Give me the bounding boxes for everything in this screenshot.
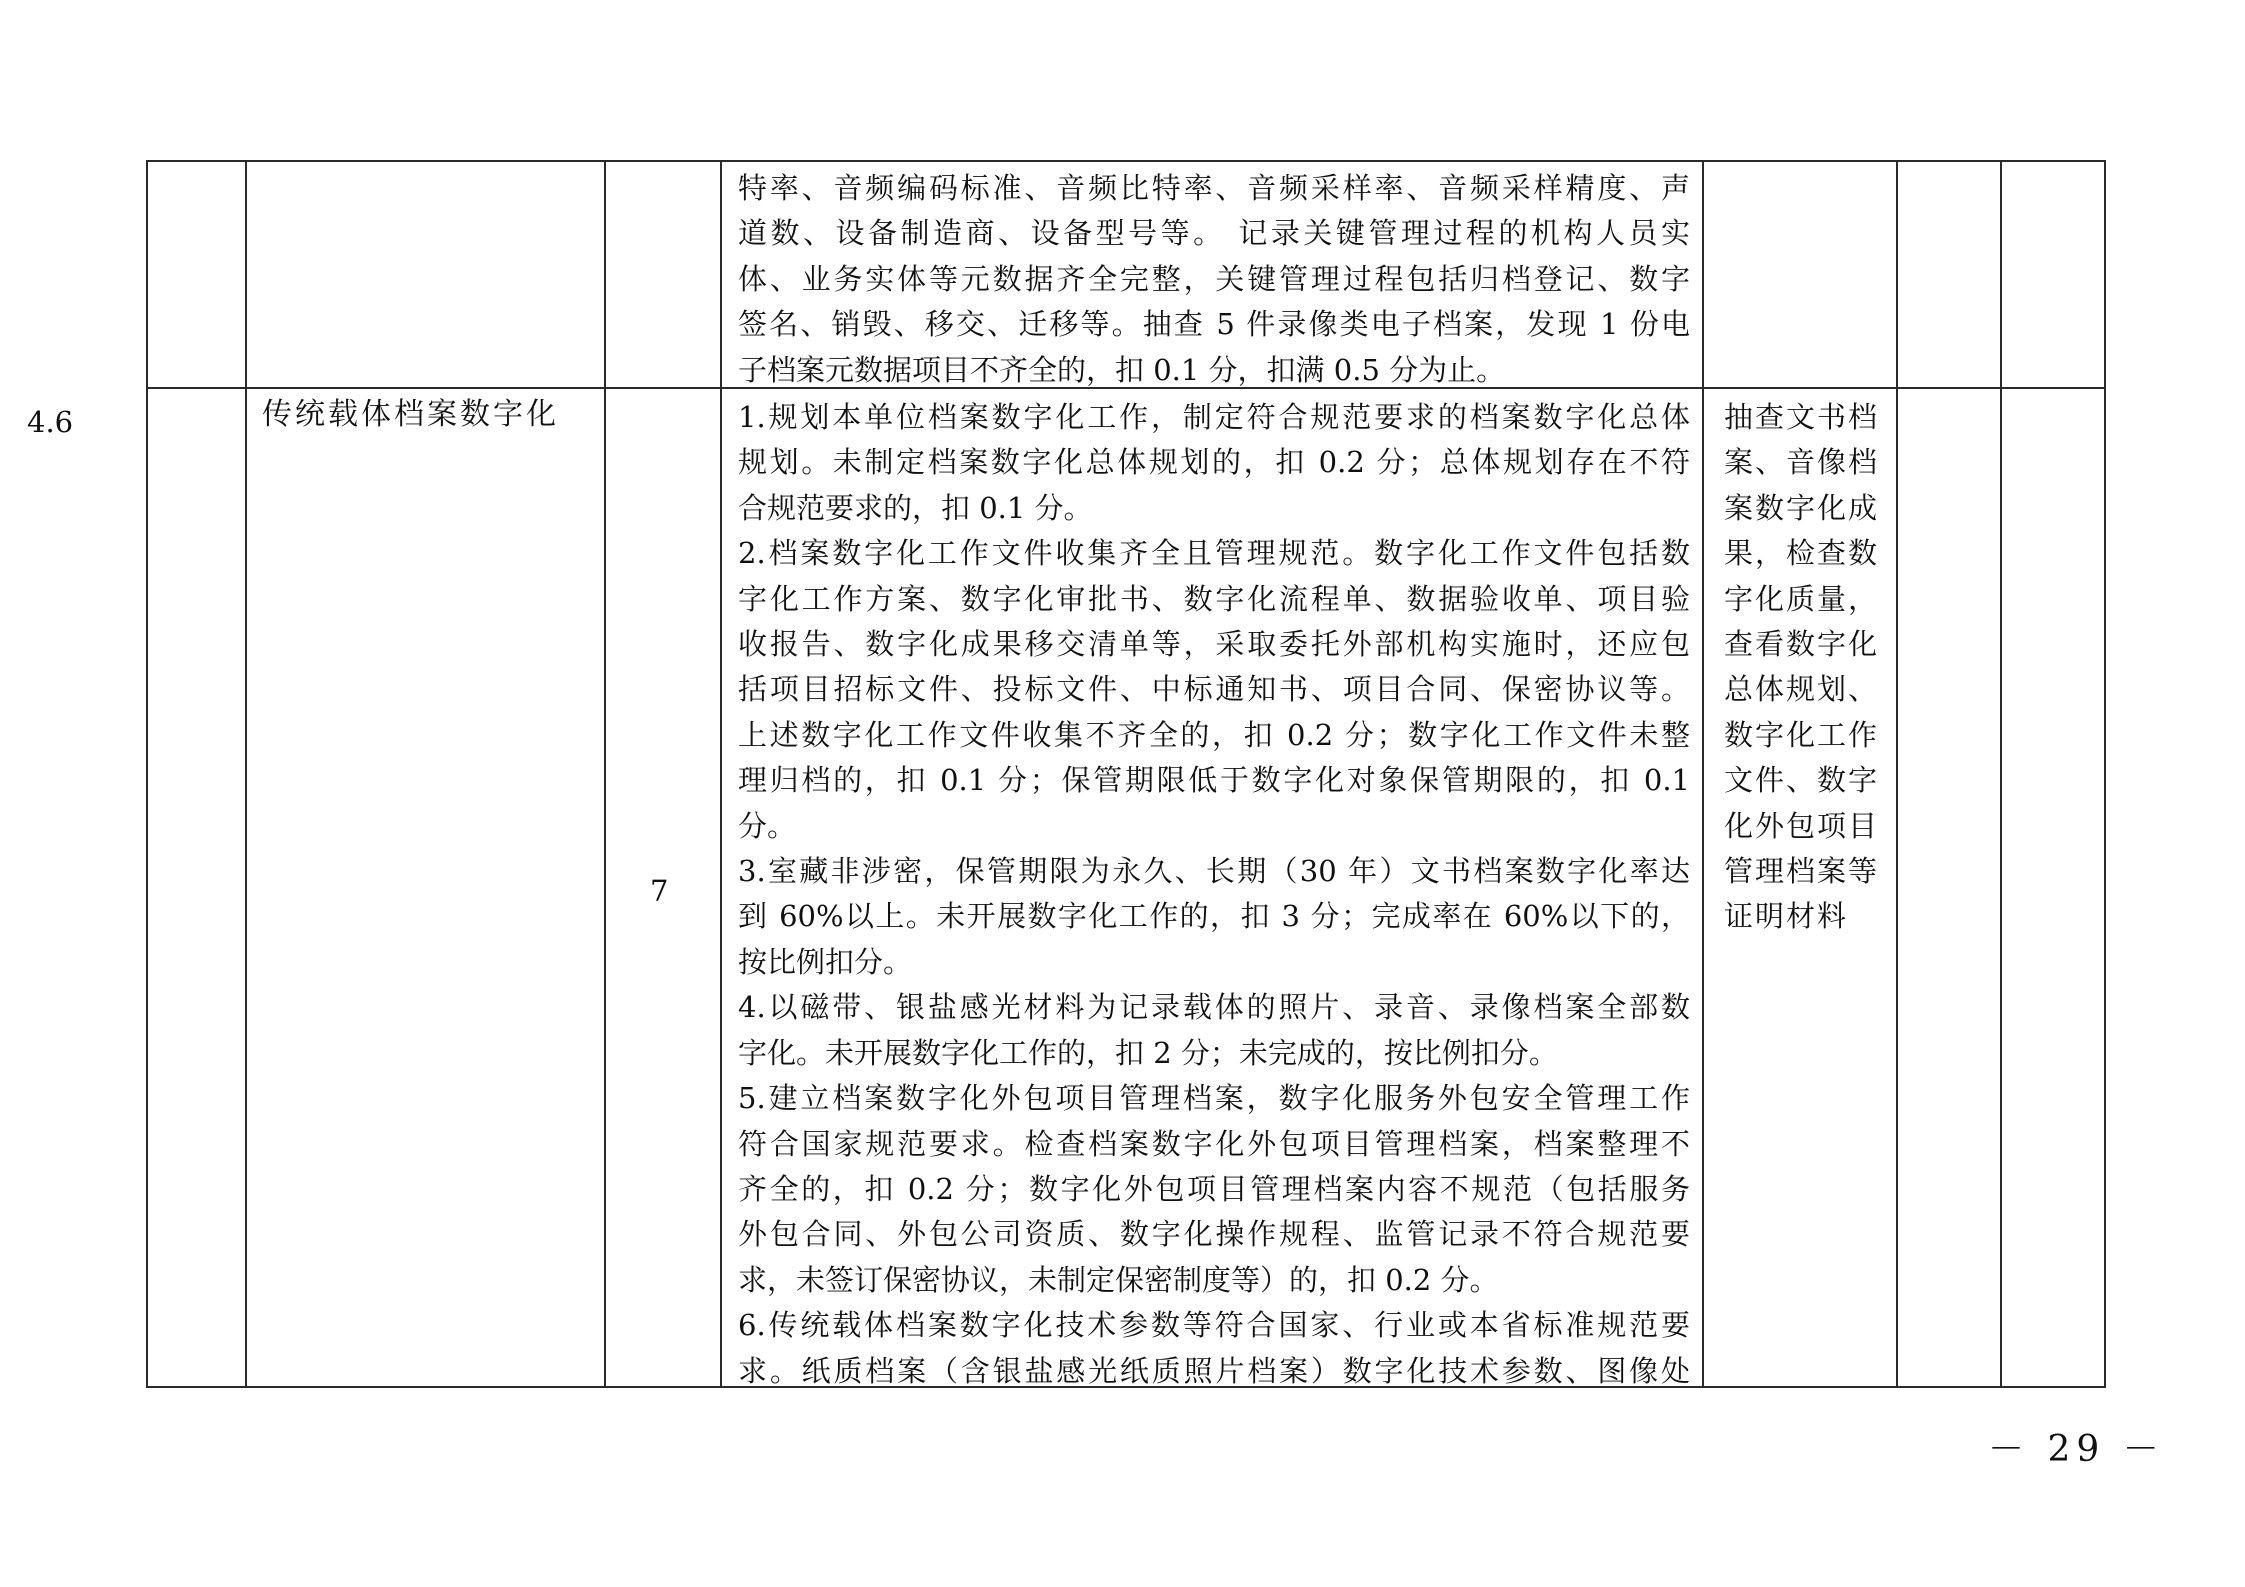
method-line: 字化质量， [1724,581,1880,616]
method-line: 查看数字化 [1724,627,1880,662]
content-line: 理归档的，扣 0.1 分；保管期限低于数字化对象保管期限的，扣 0.1 [738,763,1690,798]
method-line: 总体规划、 [1724,672,1880,707]
content-line: 签名、销毁、移交、迁移等。抽查 5 件录像类电子档案，发现 1 份电 [738,307,1690,342]
assessment-method [1724,395,1889,940]
content-line: 特率、音频编码标准、音频比特率、音频采样率、音频采样精度、声 [738,171,1690,205]
column-divider [720,160,722,1388]
content-line: 3.室藏非涉密，保管期限为永久、长期（30 年）文书档案数字化率达 [738,854,1690,889]
column-divider [2104,160,2106,1388]
item-score: 7 [650,874,669,908]
content-line: 齐全的，扣 0.2 分；数字化外包项目管理档案内容不规范（包括服务 [738,1171,1690,1206]
method-line: 抽查文书档 [1724,400,1880,434]
method-line: 化外包项目 [1724,808,1880,843]
content-line: 5.建立档案数字化外包项目管理档案，数字化服务外包安全管理工作 [738,1081,1690,1116]
content-line: 体、业务实体等元数据齐全完整，关键管理过程包括归档登记、数字 [738,261,1690,296]
table-top-border [146,160,2106,162]
column-divider [245,160,247,1388]
content-line: 道数、设备制造商、设备型号等。 记录关键管理过程的机构人员实 [738,216,1690,251]
row-content [738,395,1690,1394]
content-line: 2.档案数字化工作文件收集齐全且管理规范。数字化工作文件包括数 [738,536,1690,571]
method-line: 案数字化成 [1724,490,1880,525]
column-divider [604,160,606,1388]
column-divider [146,160,148,1388]
method-line: 案、音像档 [1724,445,1880,480]
method-line: 果，检查数 [1724,536,1880,571]
content-line: 求，未签订保密协议，未制定保密制度等）的，扣 0.2 分。 [738,1262,1499,1297]
content-line: 收报告、数字化成果移交清单等，采取委托外部机构实施时，还应包 [738,627,1690,662]
item-name: 传统载体档案数字化 [262,397,559,432]
prev-row-content [738,166,1690,393]
content-line: 1.规划本单位档案数字化工作，制定符合规范要求的档案数字化总体 [738,400,1690,434]
content-line: 求。纸质档案（含银盐感光纸质照片档案）数字化技术参数、图像处 [738,1353,1690,1388]
content-line: 上述数字化工作文件收集不齐全的，扣 0.2 分；数字化工作文件未整 [738,717,1690,752]
content-line: 子档案元数据项目不齐全的，扣 0.1 分，扣满 0.5 分为止。 [738,352,1506,387]
content-line: 字化。未开展数字化工作的，扣 2 分；未完成的，按比例扣分。 [738,1035,1558,1070]
method-line: 文件、数字 [1724,763,1880,798]
content-line: 符合国家规范要求。检查档案数字化外包项目管理档案，档案整理不 [738,1126,1690,1161]
method-line: 证明材料 [1724,899,1849,934]
content-line: 规划。未制定档案数字化总体规划的，扣 0.2 分；总体规划存在不符 [738,445,1690,480]
content-line: 括项目招标文件、投标文件、中标通知书、项目合同、保密协议等。 [738,672,1690,707]
page-number: － 29 － [1988,1429,2165,1470]
content-line: 分。 [738,808,797,843]
content-line: 到 60%以上。未开展数字化工作的，扣 3 分；完成率在 60%以下的， [738,899,1690,934]
item-number: 4.6 [27,405,74,439]
column-divider [1896,160,1898,1388]
column-divider [2000,160,2002,1388]
content-line: 按比例扣分。 [738,944,913,979]
content-line: 4.以磁带、银盐感光材料为记录载体的照片、录音、录像档案全部数 [738,990,1690,1025]
content-line: 外包合同、外包公司资质、数字化操作规程、监管记录不符合规范要 [738,1217,1690,1252]
content-line: 6.传统载体档案数字化技术参数等符合国家、行业或本省标准规范要 [738,1308,1690,1343]
content-line: 字化工作方案、数字化审批书、数字化流程单、数据验收单、项目验 [738,581,1690,616]
column-divider [1702,160,1704,1388]
content-line: 合规范要求的，扣 0.1 分。 [738,490,1093,525]
method-line: 数字化工作 [1724,717,1880,752]
method-line: 管理档案等 [1724,854,1880,889]
